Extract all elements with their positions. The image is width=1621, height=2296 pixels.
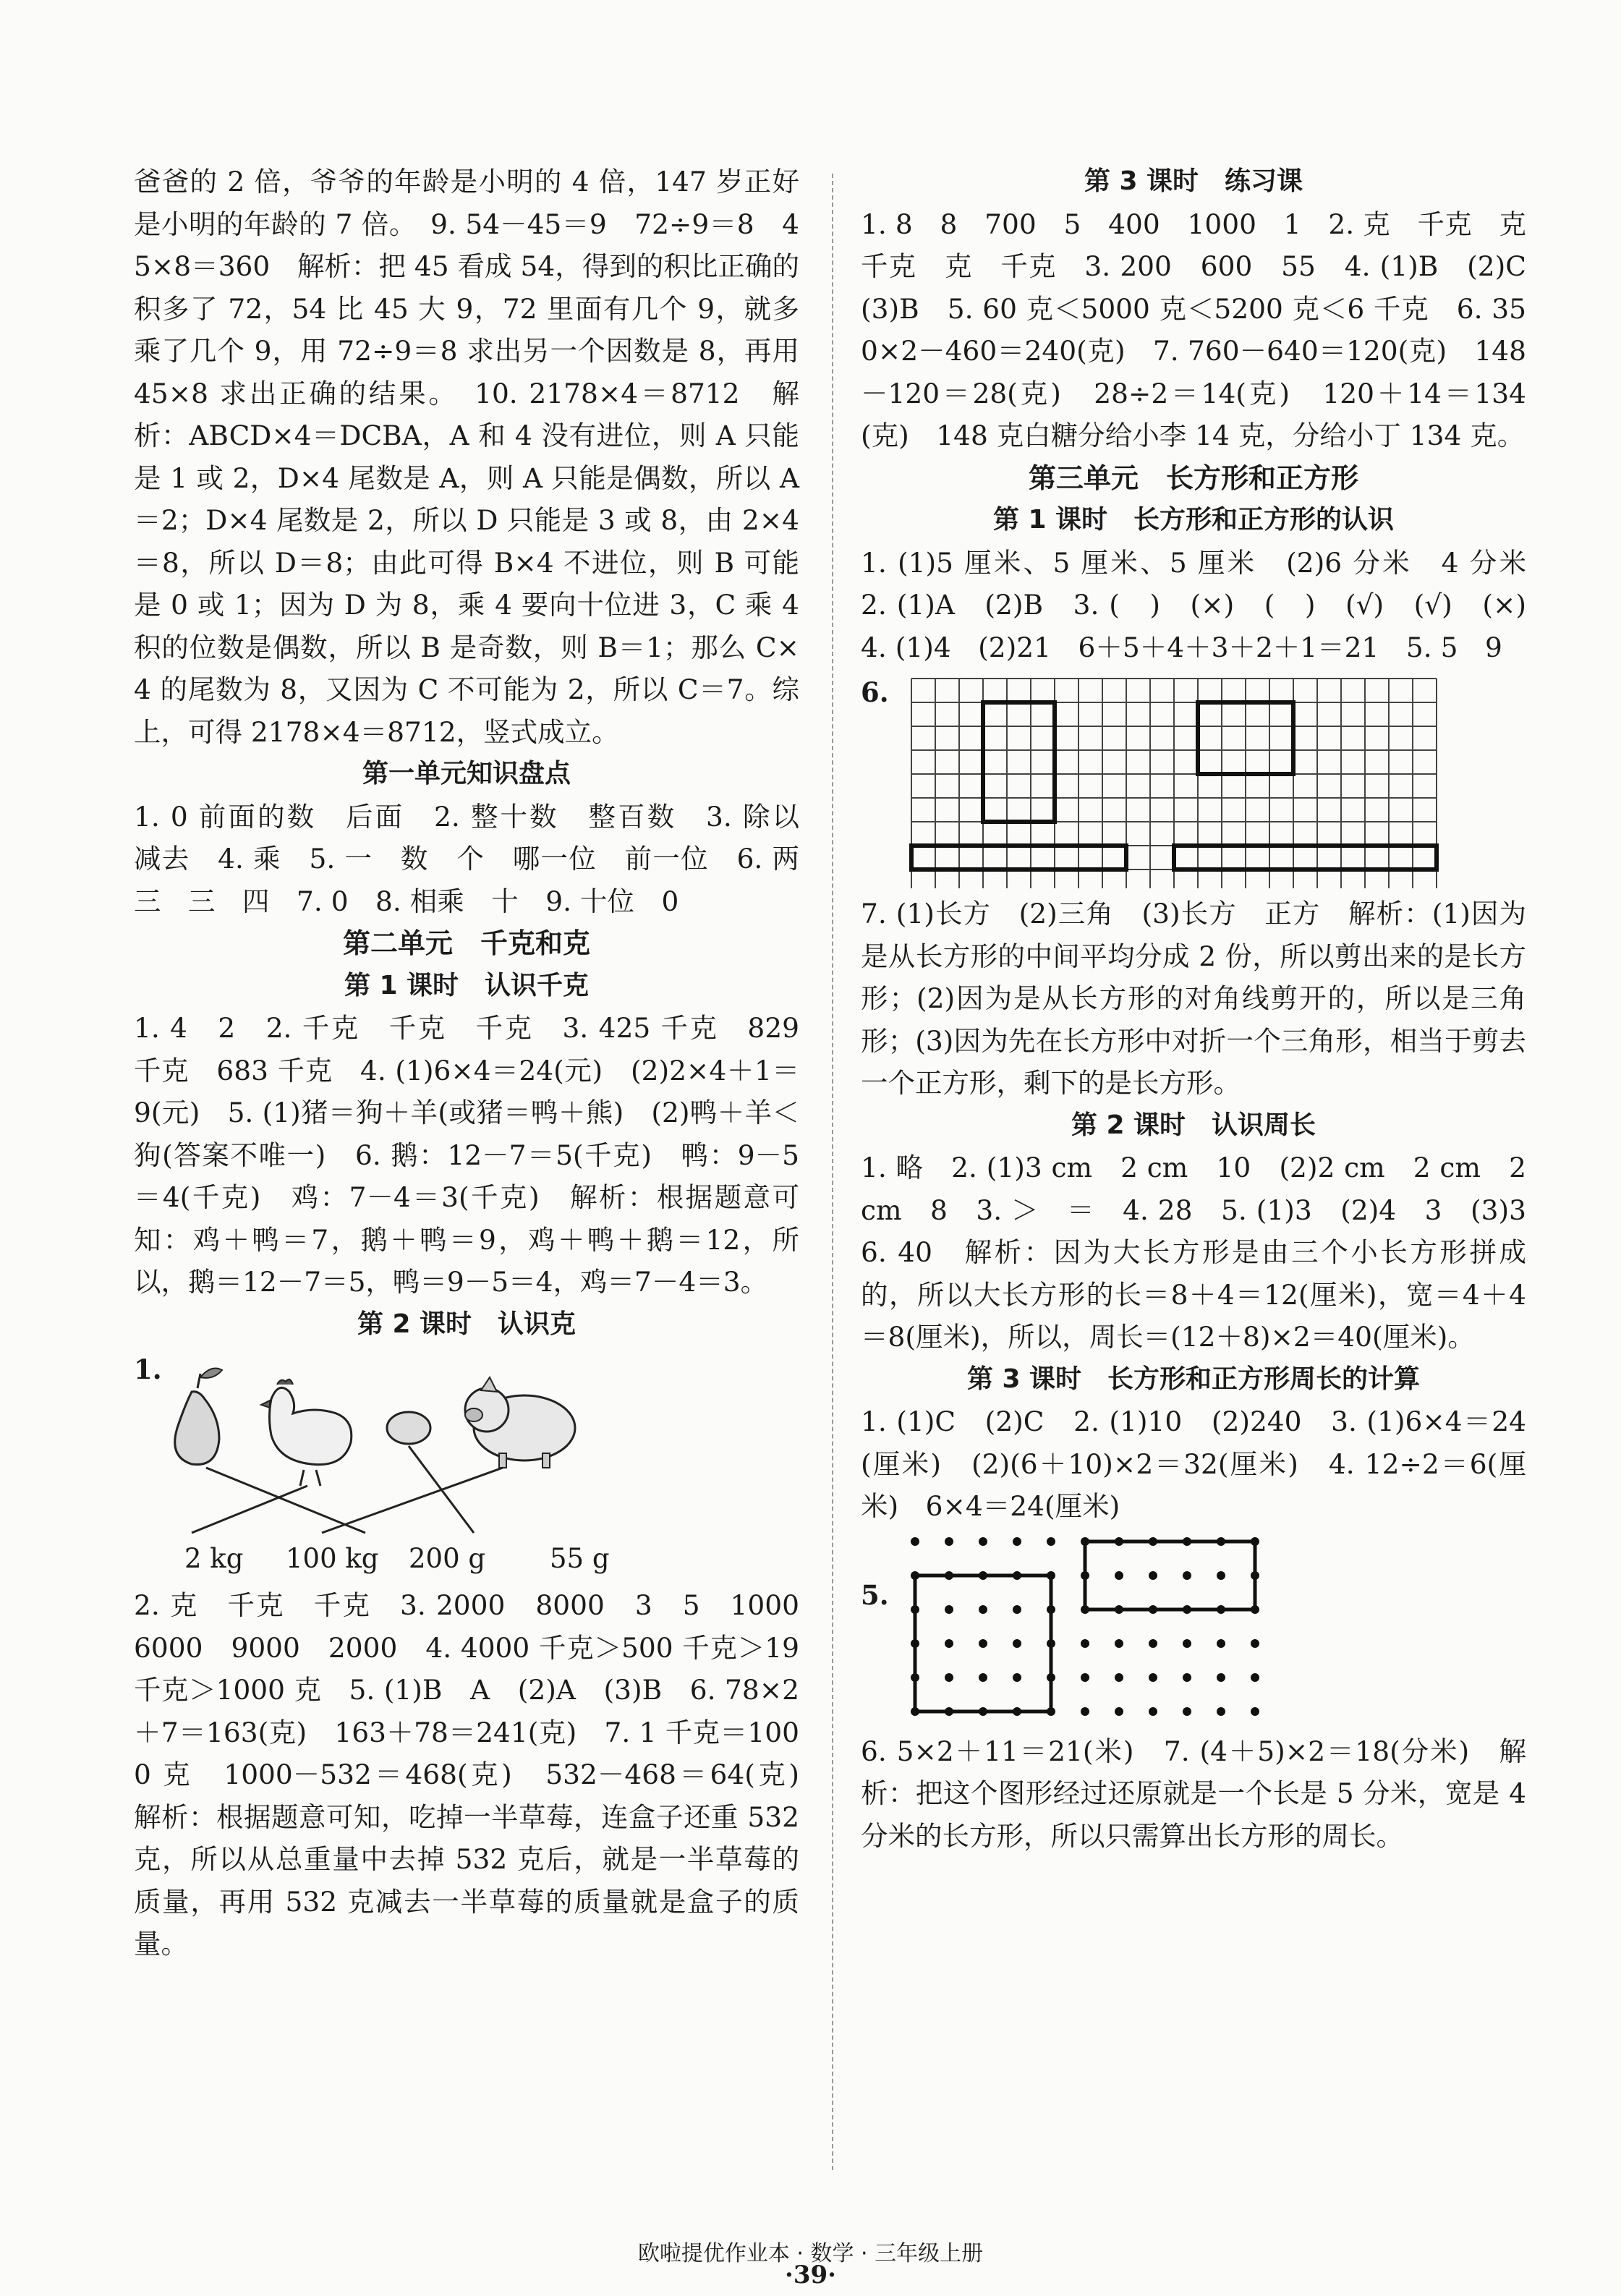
- drawn-rectangle: [1174, 846, 1437, 869]
- weight-label: 55 g: [550, 1543, 610, 1574]
- grid-dot: [1183, 1639, 1191, 1648]
- grid-dot: [945, 1673, 953, 1682]
- right-column: [861, 161, 1554, 1857]
- question-number: 5.: [861, 1578, 889, 1611]
- drawn-shape: [1085, 1542, 1255, 1610]
- grid-dot: [1013, 1605, 1021, 1614]
- grid-dot: [1013, 1639, 1021, 1648]
- footer-title: 欧啦提优作业本 · 数学 · 三年级上册: [637, 2241, 984, 2266]
- question-number: 6.: [861, 676, 889, 708]
- grid-dot: [1149, 1639, 1157, 1648]
- grid-dot: [1115, 1571, 1123, 1580]
- answer-paragraph: 1. (1)5 厘米、5 厘米、5 厘米 (2)6 分米 4 分米 2. (1)A (2)B 3. ( ) (×) ( ) (√) (√) (×) 4. (1)4 (2)21 6＋5＋4＋3＋2＋1＝21 5. 5 9: [861, 546, 1554, 663]
- grid-dot: [1081, 1673, 1089, 1682]
- grid-dot: [1183, 1673, 1191, 1682]
- grid-dot: [1047, 1537, 1055, 1546]
- answer-paragraph: 1. 略 2. (1)3 cm 2 cm 10 (2)2 cm 2 cm 2 cm 8 3. ＞ ＝ 4. 28 5. (1)3 (2)4 3 (3)3 6. 40 解析：因为大长方形是由三个小长方形拼成的，所以大长方形的长＝8＋4＝12(厘米)，宽＝4＋4＝8(厘米)，所以，周长＝(12＋8)×2＝40(厘米)。: [861, 1152, 1554, 1353]
- pear-icon: [175, 1369, 222, 1465]
- grid-dot: [1217, 1639, 1225, 1648]
- grid-dot: [1217, 1707, 1225, 1716]
- grid-figure: [861, 671, 1526, 888]
- answer-paragraph: 1. 0 前面的数 后面 2. 整十数 整百数 3. 除以 减去 4. 乘 5. 一 数 个 哪一位 前一位 6. 两 三 三 四 7. 0 8. 相乘 十 9. 十位 0: [134, 800, 827, 917]
- square-grid: [904, 671, 1483, 888]
- answer-paragraph: 6. 5×2＋11＝21(米) 7. (4＋5)×2＝18(分米) 解析：把这个图形经过还原就是一个长是 5 分米，宽是 4 分米的长方形，所以只需算出长方形的周长。: [861, 1735, 1526, 1852]
- grid-dot: [979, 1605, 987, 1614]
- answer-paragraph: 1. 4 2 2. 千克 千克 千克 3. 425 千克 829 千克 683 千克 4. (1)6×4＝24(元) (2)2×4＋1＝9(元) 5. (1)猪＝狗＋羊(或猪＝鸭＋熊) (2)鸭＋羊＜狗(答案不唯一) 6. 鹅：12－7＝5(千克) 鸭：9－5＝4(千克) 鸡：7－4＝3(千克) 解析：根据题意可知：鸡＋鸭＝7，鹅＋鸭＝9，鸡＋鸭＋鹅＝12，所以，鹅＝12－7＝5，鸭＝9－5＝4，鸡＝7－4＝3。: [134, 1012, 799, 1298]
- answer-paragraph: 7. (1)长方 (2)三角 (3)长方 正方 解析：(1)因为是从长方形的中间平均分成 2 份，所以剪出来的是长方形；(2)因为是从长方形的对角线剪开的，所以是三角形；(3)因为先在长方形中对折一个三角形，相当于剪去一个正方形，剩下的是长方形。: [861, 898, 1526, 1099]
- match-line: [206, 1468, 365, 1533]
- weight-label: 100 kg: [286, 1543, 379, 1574]
- hen-icon: [261, 1379, 352, 1486]
- grid-dot: [1081, 1639, 1089, 1648]
- grid-dot: [1081, 1707, 1089, 1716]
- lesson-heading: 第 3 课时 练习课: [1084, 166, 1303, 196]
- drawn-rectangle: [983, 702, 1055, 822]
- matching-figure: [134, 1348, 799, 1580]
- weight-label: 200 g: [409, 1543, 486, 1574]
- pig-icon: [465, 1377, 575, 1468]
- grid-dot: [1013, 1537, 1021, 1546]
- grid-dot: [1251, 1707, 1259, 1716]
- page-number: ·39·: [785, 2261, 836, 2289]
- grid-dot: [945, 1605, 953, 1614]
- unit-heading: 第二单元 千克和克: [342, 927, 590, 959]
- match-line: [322, 1468, 503, 1533]
- grid-dot: [1217, 1673, 1225, 1682]
- lesson-heading: 第 2 课时 认识克: [357, 1309, 577, 1339]
- grid-dot: [1251, 1673, 1259, 1682]
- dot-grid-figure: [861, 1531, 1526, 1726]
- answer-paragraph: 爸爸的 2 倍，爷爷的年龄是小明的 4 倍，147 岁正好是小明的年龄的 7 倍。 9. 54－45＝9 72÷9＝8 45×8＝360 解析：把 45 看成 54，得到的积比正确的积多了 72，54 比 45 大 9，72 里面有几个 9，就多乘了几个 9，用 72÷9＝8 求出另一个因数是 8，再用 45×8 求出正确的结果。 10. 2178×4＝8712 解析：ABCD×4＝DCBA，A 和 4 没有进位，则 A 只能是 1 或 2，D×4 尾数是 A，则 A 只能是偶数，所以 A＝2；D×4 尾数是 2，所以 D 只能是 3 或 8，由 2×4＝8，所以 D＝8；由此可得 B×4 不进位，则 B 可能是 0 或 1；因为 D 为 8，乘 4 要向十位进 3，C 乘 4 积的位数是偶数，所以 B 是奇数，则 B＝1；那么 C×4 的尾数为 8，又因为 C 不可能为 2，所以 C＝7。综上，可得 2178×4＝8712，竖式成立。: [134, 166, 799, 748]
- grid-dot: [945, 1639, 953, 1648]
- grid-dot: [1183, 1571, 1191, 1580]
- left-column: [134, 161, 827, 1965]
- grid-dot: [1217, 1571, 1225, 1580]
- grid-dot: [1149, 1571, 1157, 1580]
- grid-dot: [979, 1673, 987, 1682]
- lesson-heading: 第 2 课时 认识周长: [1071, 1110, 1316, 1140]
- answer-paragraph: 1. 8 8 700 5 400 1000 1 2. 克 千克 克 千克 克 千克 3. 200 600 55 4. (1)B (2)C (3)B 5. 60 克＜5000 克＜5200 克＜6 千克 6. 350×2－460＝240(克) 7. 760－640＝120(克) 148－120＝28(克) 28÷2＝14(克) 120＋14＝134(克) 148 克白糖分给小李 14 克，分给小丁 134 克。: [861, 208, 1554, 451]
- column-divider: [832, 174, 833, 2170]
- lesson-heading: 第 1 课时 长方形和正方形的认识: [992, 505, 1395, 535]
- answer-paragraph: 2. 克 千克 千克 3. 2000 8000 3 5 1000 6000 9000 2000 4. 4000 千克＞500 千克＞19 千克＞1000 克 5. (1)B A (2)A (3)B 6. 78×2＋7＝163(克) 163＋78＝241(克) 7. 1 千克＝1000 克 1000－532＝468(克) 532－468＝64(克) 解析：根据题意可知，吃掉一半草莓，连盒子还重 532 克，所以从总重量中去掉 532 克后，就是一半草莓的质量，再用 532 克减去一半草莓的质量就是盒子的质量。: [134, 1589, 827, 1960]
- drawn-rectangle: [911, 846, 1126, 869]
- grid-dot: [979, 1537, 987, 1546]
- dot-grid: [904, 1531, 1309, 1726]
- lesson-heading: 第 3 课时 长方形和正方形周长的计算: [966, 1364, 1421, 1394]
- grid-dot: [1149, 1673, 1157, 1682]
- lesson-heading: 第一单元知识盘点: [362, 759, 571, 788]
- lesson-heading: 第 1 课时 认识千克: [344, 970, 590, 1000]
- grid-dot: [911, 1537, 919, 1546]
- weight-label: 2 kg: [184, 1543, 244, 1574]
- grid-dot: [1115, 1673, 1123, 1682]
- grid-dot: [1251, 1639, 1259, 1648]
- question-number: 1.: [134, 1353, 162, 1385]
- grid-dot: [1149, 1707, 1157, 1716]
- grid-dot: [1183, 1707, 1191, 1716]
- grid-dot: [1115, 1707, 1123, 1716]
- answer-paragraph: 1. (1)C (2)C 2. (1)10 (2)240 3. (1)6×4＝24(厘米) (2)(6＋10)×2＝32(厘米) 4. 12÷2＝6(厘米) 6×4＝24(厘米): [861, 1406, 1526, 1522]
- grid-dot: [945, 1537, 953, 1546]
- match-line: [192, 1486, 307, 1533]
- grid-dot: [1115, 1639, 1123, 1648]
- grid-dot: [1013, 1673, 1021, 1682]
- egg-icon: [387, 1412, 430, 1444]
- grid-dot: [979, 1639, 987, 1648]
- unit-heading: 第三单元 长方形和正方形: [1028, 462, 1358, 494]
